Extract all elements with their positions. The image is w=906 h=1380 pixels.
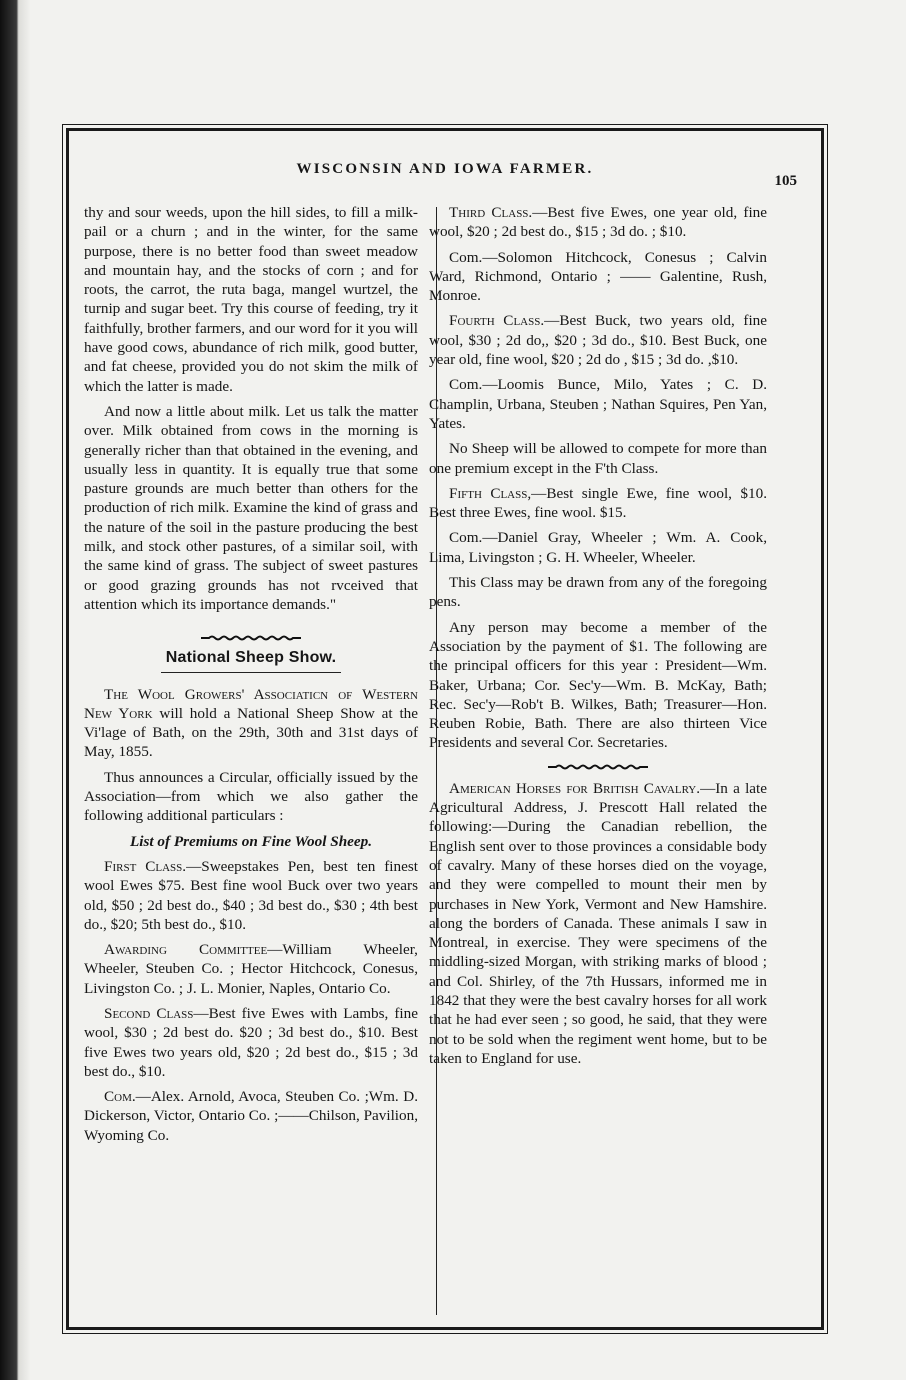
fourth-class-lead: Fourth Class. <box>449 312 545 330</box>
second-class-text: —Best five Ewes with Lambs, fine wool, $30 ; 2d best do. $20 ; 3d best do., $10. Best five Ewes two years old, $20 ; 2d best do., $15 ; 3d best do., $10. <box>84 1004 418 1080</box>
list-heading: List of Premiums on Fine Wool Sheep. <box>129 832 373 850</box>
page-number: 105 <box>774 173 797 189</box>
section-title: National Sheep Show. <box>165 649 337 667</box>
paragraph-third-class <box>429 203 767 242</box>
awarding-lead: Awarding Committee <box>104 941 268 959</box>
paragraph-awarding <box>84 940 418 998</box>
scan-binding-edge <box>0 0 30 1380</box>
paragraph-first-class <box>84 857 418 934</box>
paragraph-milk: And now a little about milk. Let us talk the matter over. Milk obtained from cows in the morning is generally richer than that obtained in the evening, and usually less in quantity. It is equally true that some pasture grounds are much better than others for the production of rich milk. Examine the kind of grass and the nature of the soil in the pasture producing the best milk, and stock other pastures, of a similar soil, with the same kind of grass. The subject of sweet pastures or good grazing grounds has not rvceived that attention which its importance demands." <box>84 402 418 613</box>
book-page <box>30 0 906 1380</box>
paragraph-no-sheep: No Sheep will be allowed to compete for more than one premium except in the F'th Class. <box>429 440 767 477</box>
awarding-text: —William Wheeler, Wheeler, Steuben Co. ; Hector Hitchcock, Conesus, Livingston Co. ; J. L. Monier, Naples, Ontario Co. <box>84 941 418 997</box>
first-class-text: —Sweepstakes Pen, best ten finest wool Ewes $75. Best fine wool Buck over two years old, $50 ; 2d best do., $40 ; 3d best do., $30 ; 4th best do., $20; 5th best do., $10. <box>84 857 418 933</box>
paragraph-fourth-class <box>429 311 767 369</box>
fifth-class-text: —Best single Ewe, fine wool, $10. Best three Ewes, fine wool. $15. <box>429 484 767 522</box>
horses-lead: American Horses for British Cavalry. <box>449 779 701 797</box>
paragraph-fifth-class <box>429 484 767 523</box>
horses-text: —In a late Agricultural Address, J. Prescott Hall related the following:—During the Canadian rebellion, the English sent over to those provinces a considable body of cavalry. Many of these horses died on the voyage, and they were compelled to mount their men by purchases in New York, Vermont and New Hamshire. along the borders of Canada. These animals I saw in Montreal, in exercise. They were specimens of the middling-sized Morgan, with striking marks of blood ; and Col. Shirley, of the 7th Hussars, informed me in 1842 that they were the best cavalry horses for all work that he had ever seen ; so good, he said, that they were not to be sold when the regiment went home, but to be taken to England for use. <box>429 779 767 1067</box>
fifth-class-lead: Fifth Class, <box>449 484 532 502</box>
title-underline <box>161 672 341 673</box>
paragraph-circular: Thus announces a Circular, officially issued by the Association—from which we also gather the following additional particulars : <box>84 768 418 825</box>
ornament-separator <box>548 763 648 771</box>
paragraph-committee-4: Com.—Loomis Bunce, Milo, Yates ; C. D. Champlin, Urbana, Steuben ; Nathan Squires, Pen Yan, Yates. <box>429 376 767 432</box>
com-lead: Com. <box>104 1088 136 1106</box>
ornament-rule <box>201 634 301 642</box>
first-class-lead: First Class. <box>104 857 187 875</box>
paragraph-committee-3: Com.—Solomon Hitchcock, Conesus ; Calvin Ward, Richmond, Ontario ; —— Galentine, Rush, Monroe. <box>429 248 767 305</box>
right-column <box>429 203 767 1074</box>
paragraph-intro <box>84 685 418 762</box>
intro-lead: The Wool Growers' Associaticn of Western New York <box>84 685 418 722</box>
paragraph-membership: Any person may become a member of the Association by the payment of $1. The following are the principal officers for this year : President—Wm. Baker, Urbana; Cor. Sec'y—Wm. B. McKay, Bath; Rec. Sec'y—Rob't B. Wilkes, Bath; Treasurer—Hon. Reuben Robie, Bath. There are also thirteen Vice Presidents and several Cor. Secretaries. <box>429 618 767 752</box>
com-text: —Alex. Arnold, Avoca, Steuben Co. ;Wm. D. Dickerson, Victor, Ontario Co. ;——Chilson, Pavilion, Wyoming Co. <box>84 1088 418 1144</box>
paragraph-horses <box>429 779 767 1068</box>
paragraph-committee-5: Com.—Daniel Gray, Wheeler ; Wm. A. Cook, Lima, Livingston ; G. H. Wheeler, Wheeler. <box>429 529 767 566</box>
third-class-text: —Best five Ewes, one year old, fine wool, $20 ; 2d best do., $15 ; 3d do. ; $10. <box>429 204 767 241</box>
page-frame <box>66 128 824 1330</box>
paragraph-second-class <box>84 1004 418 1081</box>
second-class-lead: Second Class <box>104 1004 194 1022</box>
running-title: WISCONSIN AND IOWA FARMER. <box>296 161 594 177</box>
intro-rest: will hold a National Sheep Show at the Vi'lage of Bath, on the 29th, 30th and 31st days of May, 1855. <box>84 704 418 761</box>
paragraph-committee-2 <box>84 1087 418 1145</box>
section-heading-block <box>84 620 418 672</box>
third-class-lead: Third Class. <box>449 204 533 221</box>
left-column <box>84 203 418 1151</box>
paragraph-sweet-feed: thy and sour weeds, upon the hill sides, to fill a milk-pail or a churn ; and in the winter, for the same purpose, there is no better food than sweet meadow and mountain hay, and the stocks of corn ; and for roots, the carrot, the ruta baga, mangel wurtzel, the turnip and sugar beet. Try this course of feeding, try it faithfully, brother farmers, and our word for it you will have good cows, abundance of rich milk, good butter, and fat cheese, provided you do not skim the milk of which the latter is made. <box>84 204 418 395</box>
fourth-class-text: —Best Buck, two years old, fine wool, $30 ; 2d do,, $20 ; 3d do., $10. Best Buck, one year old, fine wool, $20 ; 2d do , $15 ; 3d do. ,$10. <box>429 312 768 369</box>
paragraph-drawn: This Class may be drawn from any of the foregoing pens. <box>429 574 767 611</box>
